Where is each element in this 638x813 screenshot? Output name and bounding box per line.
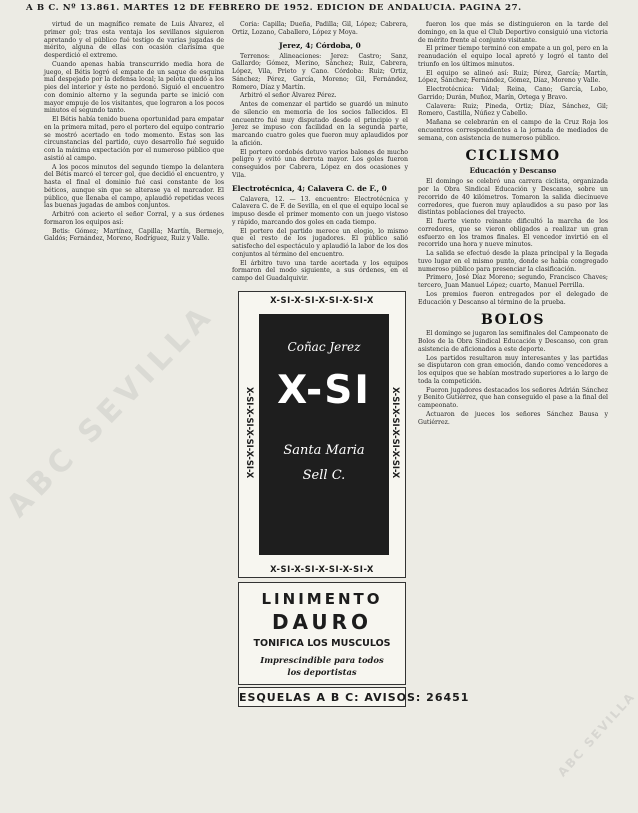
paragraph: El portero del partido merece un elogio, lo mismo que el resto de los jugadores. El público salió satisfecho del espectáculo y aplaudió la labor de los dos conjuntos al término del encuentro. (232, 227, 408, 258)
section-heading: BOLOS (481, 312, 545, 329)
section-heading: CICLISMO (465, 148, 561, 165)
xsi-frame-left: X-SI-X-SI-X-SI-X-SI-X (245, 387, 255, 479)
linimento-brand: DAURO (271, 609, 373, 634)
paragraph: El fuerte viento reinante dificultó la marcha de los corredores, que se vieron obligados a realizar un gran esfuerzo en los tramos finales. El vencedor invirtió en el recorrido una hora y nueve minutos. (418, 218, 608, 249)
paragraph: Fueron jugadores destacados los señores Adrián Sánchez y Benito Gutiérrez, que han conseguido el pase a la final del campeonato. (418, 386, 608, 409)
paragraph: Los partidos resultaron muy interesantes y las partidas se disputaron con gran emoción, dando como vencedores a los equipos que se habían mostrado superiores a lo largo de toda la competición. (418, 354, 608, 385)
linimento-line5: los deportistas (287, 666, 357, 677)
xsi-frame-right: X-SI-X-SI-X-SI-X-SI-X (391, 387, 401, 479)
paragraph: Actuaron de jueces los señores Sánchez Bausa y Gutiérrez. (418, 410, 608, 426)
paragraph: La salida se efectuó desde la plaza principal y la llegada tuvo lugar en el mismo punto, donde se había congregado numeroso público para presenciar la clasificación. (418, 250, 608, 273)
paragraph: El primer tiempo terminó con empate a un gol, pero en la reanudación el equipo local apretó y logró el tanto del triunfo en los últimos minutos. (418, 45, 608, 68)
paragraph: Calavera, 12. — 13. encuentro: Electrotécnica y Calavera C. de F. de Sevilla, en el que el equipo local se impuso desde el primer momento con un juego vistoso y rápido, marcando dos goles en cada tiempo. (232, 195, 408, 226)
xsi-maker-line1: Santa Maria (283, 442, 365, 458)
paragraph: Coria: Capilla; Dueña, Padilla; Gil, López; Cabrera, Ortiz, Lozano, Caballero, López y Moya. (232, 21, 408, 36)
paragraph: El portero cordobés detuvo varios balones de mucho peligro y evitó una derrota mayor. Los goles fueron conseguidos por Cabrera, López en dos ocasiones y Vila. (232, 148, 408, 179)
match-heading: Jerez, 4; Córdoba, 0 (279, 40, 361, 50)
paragraph: Primero, José Díaz Moreno; segundo, Francisco Chaves; tercero, Juan Manuel López; cuarto, Manuel Perrilla. (418, 274, 608, 289)
esquelas-advertisement: ESQUELAS A B C: AVISOS: 26451 (238, 687, 406, 707)
xsi-brand: X-SI (277, 367, 371, 413)
paragraph: A los pocos minutos del segundo tiempo la delantera del Bétis marcó el tercer gol, que decidió el encuentro, y hasta el final el dominio fué casi constante de los béticos, aunque sin que se alterase ya el marcador. El público, que llenaba el campo, aplaudió repetidas veces las buenas jugadas de ambos conjuntos. (44, 163, 224, 210)
linimento-line4: Imprescindible para todos (260, 654, 384, 665)
paragraph: El equipo se alineó así: Ruiz; Pérez, García; Martín, López, Sánchez; Fernández, Gómez, Díaz, Moreno y Valle. (418, 69, 608, 85)
paragraph: El domingo se celebró una carrera ciclista, organizada por la Obra Sindical Educación y Descanso, sobre un recorrido de 40 kilómetros. Tomaron la salida diecinueve corredores, que fueron muy aplaudidos a su paso por las distintas poblaciones del trayecto. (418, 178, 608, 217)
watermark-small: ABC SEVILLA (555, 689, 638, 780)
paragraph: El Bétis había tenido buena oportunidad para empatar en la primera mitad, pero el portero del equipo contrario se mostró acertado en todo momento. Estas son las circunstancias del partido, cuyo desarrollo fué seguido con la máxima expectación por el numeroso público que asistió al campo. (44, 116, 224, 162)
xsi-label-panel (259, 314, 389, 555)
column-2 (232, 21, 470, 809)
paragraph: El domingo se jugaron las semifinales del Campeonato de Bolos de la Obra Sindical Educación y Descanso, con gran asistencia de aficionados a este deporte. (418, 330, 608, 353)
paragraph: virtud de un magnífico remate de Luis Álvarez, el primer gol; tras esta ventaja los sevillanos siguieron apretando y el público fué testigo de varias jugadas de mérito, alguna de ellas con ocasión clarísima que desperdició el extremo. (44, 21, 224, 59)
paragraph: Arbitró el señor Álvarez Pérez. (240, 92, 337, 100)
linimento-tagline: TONIFICA LOS MUSCULOS (253, 637, 391, 649)
xsi-advertisement (238, 291, 406, 578)
paragraph: Terrenos: Alineaciones: Jerez: Castro; Sanz, Gallardo; Gómez, Merino, Sánchez; Ruiz, Cabrera, López, Vila, Prieto y Cano. Córdoba: Ruiz; Ortiz, Sánchez; Pérez, García, Moreno; Gil, Fernández, Romero, Díaz y Martín. (232, 52, 408, 91)
paragraph: fueron los que más se distinguieron en la tarde del domingo, en la que el Club Deportivo consiguió una victoria de mérito frente al conjunto visitante. (418, 21, 608, 44)
paragraph: Cuando apenas había transcurrido media hora de juego, el Bétis logró el empate de un saque de esquina mal despejado por la defensa local; la pelota quedó a los pies del interior y éste no perdonó. Siguió el encuentro con dominio alterno y la segunda parte se inició con mayor empuje de los visitantes, que lograron a los pocos minutos el segundo tanto. (44, 60, 224, 115)
column-1 (44, 21, 224, 809)
paragraph: Arbitró con acierto el señor Corral, y a sus órdenes formaron los equipos así: (44, 211, 224, 226)
match-heading: Electrotécnica, 4; Calavera C. de F., 0 (232, 183, 387, 193)
xsi-maker-line2: Sell C. (302, 467, 346, 483)
paragraph: Los premios fueron entregados por el delegado de Educación y Descanso al término de la prueba. (418, 290, 608, 306)
xsi-top-line: Coñac Jerez (287, 339, 361, 354)
paragraph: Calavera: Ruiz; Pineda, Ortiz; Díaz, Sánchez, Gil; Romero, Castilla, Núñez y Cabello. (418, 102, 608, 118)
column-2-text (232, 21, 408, 283)
paragraph: Antes de comenzar el partido se guardó un minuto de silencio en memoria de los socios fallecidos. El encuentro fué muy disputado desde el principio y el Jerez se impuso con facilidad en la segunda parte, marcando cuatro goles que fueron muy aplaudidos por la afición. (232, 101, 408, 147)
paragraph: Mañana se celebrarán en el campo de la Cruz Roja los encuentros correspondientes a la jornada de mediados de semana, con asistencia de numeroso público. (418, 119, 608, 142)
section-subheading: Educación y Descanso (469, 166, 557, 176)
linimento-advertisement (238, 582, 406, 685)
page-header: A B C. Nº 13.861. MARTES 12 DE FEBRERO DE 1952. EDICION DE ANDALUCIA. PAGINA 27. (26, 3, 522, 13)
xsi-frame-bottom: X-SI-X-SI-X-SI-X-SI-X (270, 563, 374, 574)
watermark: ABC SEVILLA (0, 296, 222, 525)
paragraph: Betis: Gómez; Martínez, Capilla; Martín, Bermejo, Galdós; Fernández, Moreno, Rodríguez, Ruiz y Valle. (44, 227, 224, 243)
xsi-frame-top: X-SI-X-SI-X-SI-X-SI-X (270, 294, 374, 305)
paragraph: El árbitro tuvo una tarde acertada y los equipos formaron del modo siguiente, a sus órdenes, en el campo del Guadalquivir. (232, 259, 408, 282)
linimento-title: LINIMENTO (261, 589, 383, 608)
column-3 (418, 21, 608, 809)
paragraph: Electrotécnica: Vidal; Reina, Cano; García, Lobo, Garrido; Durán, Muñoz, Marín, Ortega y Bravo. (418, 86, 608, 101)
